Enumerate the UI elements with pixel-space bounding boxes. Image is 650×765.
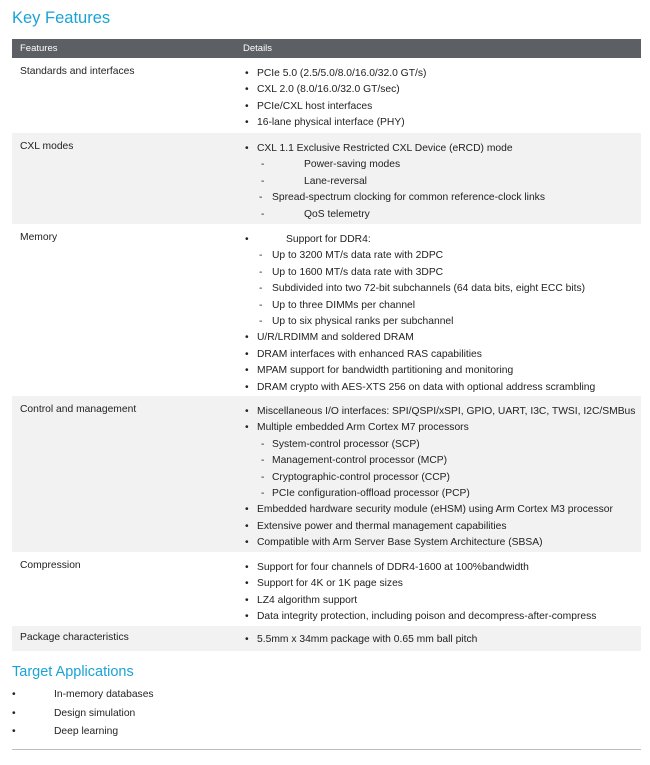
key-features-heading: Key Features bbox=[12, 9, 111, 27]
detail-item: • Compatible with Arm Server Base System Architecture (SBSA) bbox=[244, 535, 635, 551]
detail-item: • CXL 2.0 (8.0/16.0/32.0 GT/sec) bbox=[244, 82, 426, 98]
feature-name: CXL modes bbox=[20, 141, 74, 152]
detail-item: - Up to three DIMMs per channel bbox=[244, 298, 595, 314]
detail-item: • Support for DDR4: bbox=[244, 232, 595, 248]
feature-name: Standards and interfaces bbox=[20, 66, 135, 77]
table-row bbox=[12, 552, 641, 626]
key-features-table bbox=[12, 39, 641, 651]
feature-details-list bbox=[244, 404, 635, 552]
detail-item: • DRAM interfaces with enhanced RAS capabilities bbox=[244, 347, 595, 363]
detail-item: - Up to six physical ranks per subchannel bbox=[244, 314, 595, 330]
feature-details-list bbox=[244, 560, 596, 626]
table-header bbox=[12, 39, 641, 58]
detail-item: • 5.5mm x 34mm package with 0.65 mm ball pitch bbox=[244, 632, 477, 648]
detail-item: - Management-control processor (MCP) bbox=[244, 453, 635, 469]
detail-item: • LZ4 algorithm support bbox=[244, 593, 596, 609]
bottom-divider bbox=[12, 749, 641, 750]
application-item: • In-memory databases bbox=[12, 686, 154, 705]
feature-name: Memory bbox=[20, 232, 58, 243]
detail-item: - PCIe configuration-offload processor (PCP) bbox=[244, 486, 635, 502]
detail-item: • Support for 4K or 1K page sizes bbox=[244, 576, 596, 592]
application-item: • Design simulation bbox=[12, 705, 154, 724]
detail-item: • Multiple embedded Arm Cortex M7 processors bbox=[244, 420, 635, 436]
detail-item: - QoS telemetry bbox=[244, 207, 545, 223]
detail-item: • U/R/LRDIMM and soldered DRAM bbox=[244, 330, 595, 346]
detail-item: • MPAM support for bandwidth partitioning and monitoring bbox=[244, 363, 595, 379]
detail-item: - Lane-reversal bbox=[244, 174, 545, 190]
feature-name: Package characteristics bbox=[20, 632, 129, 643]
feature-details-list bbox=[244, 66, 426, 132]
detail-item: - Up to 1600 MT/s data rate with 3DPC bbox=[244, 265, 595, 281]
details-column-header: Details bbox=[243, 43, 273, 54]
detail-item: - Spread-spectrum clocking for common reference-clock links bbox=[244, 190, 545, 206]
table-row bbox=[12, 626, 641, 651]
detail-item: • Support for four channels of DDR4-1600 at 100%bandwidth bbox=[244, 560, 596, 576]
target-applications-heading: Target Applications bbox=[12, 664, 134, 680]
feature-details-list bbox=[244, 632, 477, 648]
detail-item: • Miscellaneous I/O interfaces: SPI/QSPI/xSPI, GPIO, UART, I3C, TWSI, I2C/SMBus bbox=[244, 404, 635, 420]
feature-details-list bbox=[244, 232, 595, 396]
detail-item: • PCIe/CXL host interfaces bbox=[244, 99, 426, 115]
detail-item: • 16-lane physical interface (PHY) bbox=[244, 115, 426, 131]
target-applications-list bbox=[12, 686, 154, 742]
table-row bbox=[12, 58, 641, 133]
detail-item: - Power-saving modes bbox=[244, 157, 545, 173]
detail-item: • Embedded hardware security module (eHSM) using Arm Cortex M3 processor bbox=[244, 502, 635, 518]
detail-item: - Subdivided into two 72-bit subchannels (64 data bits, eight ECC bits) bbox=[244, 281, 595, 297]
detail-item: • DRAM crypto with AES-XTS 256 on data with optional address scrambling bbox=[244, 380, 595, 396]
detail-item: • CXL 1.1 Exclusive Restricted CXL Device (eRCD) mode bbox=[244, 141, 545, 157]
feature-name: Compression bbox=[20, 560, 81, 571]
table-row bbox=[12, 224, 641, 396]
detail-item: - Up to 3200 MT/s data rate with 2DPC bbox=[244, 248, 595, 264]
feature-name: Control and management bbox=[20, 404, 137, 415]
table-row bbox=[12, 133, 641, 224]
application-item: • Deep learning bbox=[12, 723, 154, 742]
feature-details-list bbox=[244, 141, 545, 223]
detail-item: - System-control processor (SCP) bbox=[244, 437, 635, 453]
detail-item: - Cryptographic-control processor (CCP) bbox=[244, 470, 635, 486]
detail-item: • Extensive power and thermal management capabilities bbox=[244, 519, 635, 535]
table-row bbox=[12, 396, 641, 552]
features-column-header: Features bbox=[20, 43, 58, 54]
detail-item: • Data integrity protection, including poison and decompress-after-compress bbox=[244, 609, 596, 625]
detail-item: • PCIe 5.0 (2.5/5.0/8.0/16.0/32.0 GT/s) bbox=[244, 66, 426, 82]
